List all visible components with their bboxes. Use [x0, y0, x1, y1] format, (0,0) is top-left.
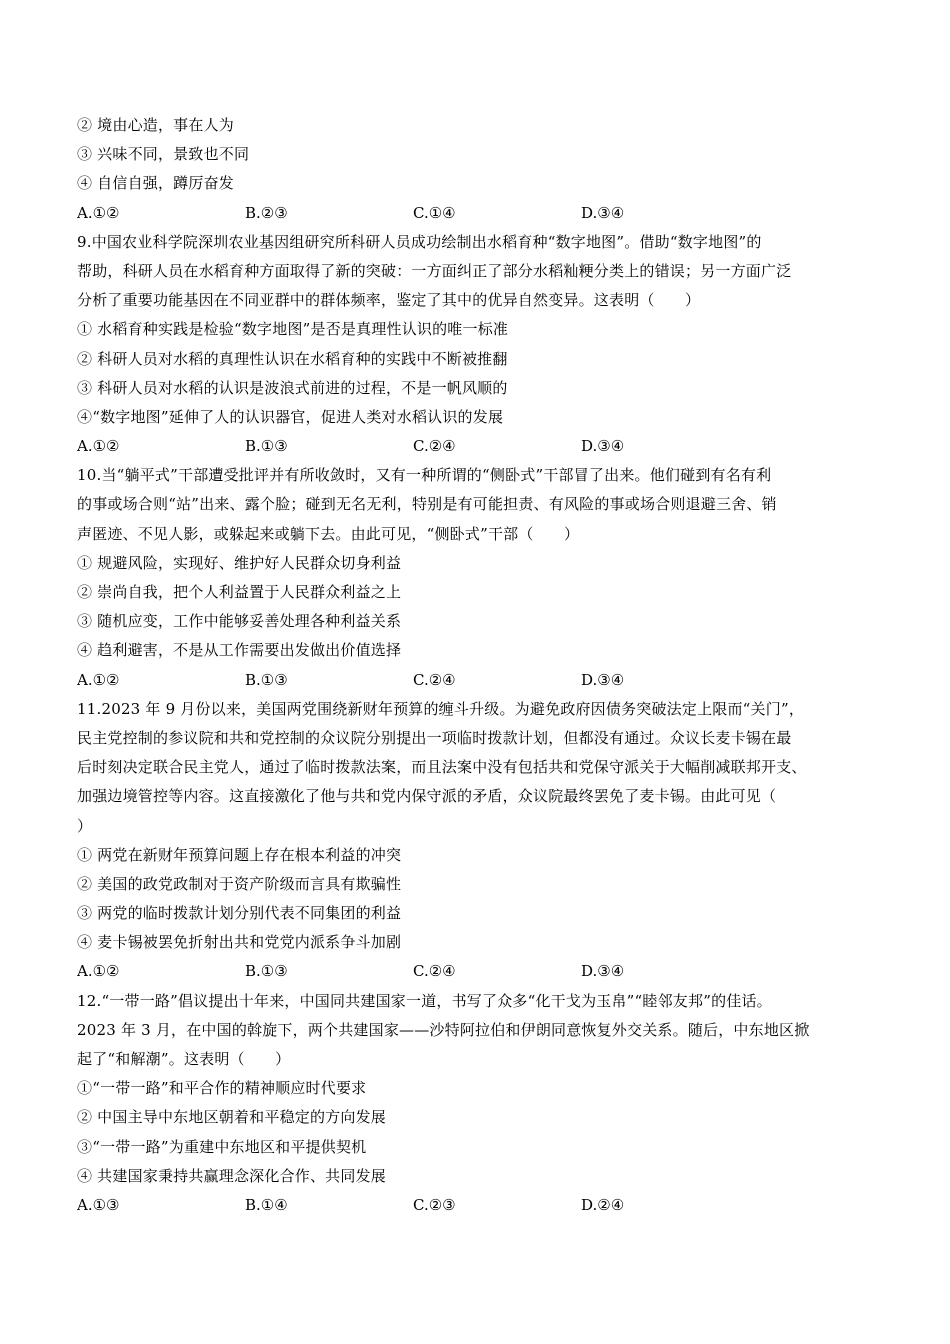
answer-choices — [77, 199, 877, 228]
answer-choice[interactable]: D.③④ — [581, 670, 625, 689]
question-line: 分析了重要功能基因在不同亚群中的群体频率，鉴定了其中的优异自然变异。这表明（ ） — [77, 291, 701, 310]
answer-choice[interactable]: A.①② — [77, 437, 120, 456]
question-line: 民主党控制的参议院和共和党控制的众议院分别提出一项临时拨款计划，但都没有通过。众议长麦卡锡在最 — [77, 728, 792, 747]
option-line: ①“一带一路”和平合作的精神顺应时代要求 — [77, 1079, 367, 1098]
answer-choice[interactable]: B.①③ — [245, 670, 288, 689]
question-line: 的事或场合则“站”出来、露个脸；碰到无名无利，特别是有可能担责、有风险的事或场合则退避三舍、销 — [77, 495, 777, 514]
option-line: ② 中国主导中东地区朝着和平稳定的方向发展 — [77, 1108, 386, 1127]
answer-choice[interactable]: A.①③ — [77, 1195, 120, 1214]
answer-choice[interactable]: C.②④ — [413, 437, 456, 456]
option-line: ③ 随机应变，工作中能够妥善处理各种利益关系 — [77, 612, 402, 631]
answer-choice[interactable]: C.②④ — [413, 670, 456, 689]
option-line: ④ 趋利避害，不是从工作需要出发做出价值选择 — [77, 641, 402, 660]
option-line: ① 两党在新财年预算问题上存在根本利益的冲突 — [77, 845, 402, 864]
answer-choices — [77, 1191, 877, 1220]
answer-choice[interactable]: A.①② — [77, 962, 120, 981]
question-line: 2023 年 3 月，在中国的斡旋下，两个共建国家——沙特阿拉伯和伊朗同意恢复外交关系。随后，中东地区掀 — [77, 1020, 810, 1039]
question-line: 加强边境管控等内容。这直接激化了他与共和党内保守派的矛盾，众议院最终罢免了麦卡锡。由此可见（ — [77, 787, 777, 806]
answer-choice[interactable]: D.③④ — [581, 437, 625, 456]
answer-choice[interactable]: C.①④ — [413, 203, 456, 222]
option-line: ③“一带一路”为重建中东地区和平提供契机 — [77, 1137, 367, 1156]
option-line: ② 美国的政党政制对于资产阶级而言具有欺骗性 — [77, 874, 402, 893]
question-line: 10.当“躺平式”干部遭受批评并有所收敛时，又有一种所谓的“侧卧式”干部冒了出来。他们碰到有名有利 — [77, 466, 772, 485]
option-line: ② 科研人员对水稻的真理性认识在水稻育种的实践中不断被推翻 — [77, 349, 508, 368]
question-line: 声匿迹、不见人影，或躲起来或躺下去。由此可见，“侧卧式”干部（ ） — [77, 524, 580, 543]
option-line: ③ 科研人员对水稻的认识是波浪式前进的过程，不是一帆风顺的 — [77, 378, 508, 397]
option-line: ④ 共建国家秉持共赢理念深化合作、共同发展 — [77, 1166, 386, 1185]
question-line: ） — [77, 816, 93, 835]
answer-choice[interactable]: B.②③ — [245, 203, 288, 222]
option-line: ② 境由心造，事在人为 — [77, 116, 234, 134]
answer-choice[interactable]: B.①③ — [245, 437, 288, 456]
option-line: ② 崇尚自我，把个人利益置于人民群众利益之上 — [77, 583, 402, 601]
answer-choice[interactable]: D.②④ — [581, 1195, 625, 1214]
answer-choices — [77, 432, 877, 461]
question-line: 帮助，科研人员在水稻育种方面取得了新的突破：一方面纠正了部分水稻籼粳分类上的错误；另一方面广泛 — [77, 261, 792, 280]
question-line: 12.“一带一路”倡议提出十年来，中国同共建国家一道，书写了众多“化干戈为玉帛”“睦邻友邦”的佳话。 — [77, 991, 772, 1010]
answer-choice[interactable]: B.①④ — [245, 1195, 288, 1214]
answer-choices — [77, 666, 877, 695]
question-line: 11.2023 年 9 月份以来，美国两党围绕新财年预算的缠斗升级。为避免政府因债务突破法定上限而“关门”， — [77, 699, 805, 718]
option-line: ① 水稻育种实践是检验“数字地图”是否是真理性认识的唯一标准 — [77, 320, 509, 339]
option-line: ③ 兴味不同，景致也不同 — [77, 145, 250, 164]
answer-choice[interactable]: C.②③ — [413, 1195, 456, 1214]
question-line: 起了“和解潮”。这表明（ ） — [77, 1050, 291, 1068]
option-line: ① 规避风险，实现好、维护好人民群众切身利益 — [77, 553, 402, 572]
answer-choice[interactable]: D.③④ — [581, 203, 625, 222]
question-text — [77, 111, 877, 1220]
answer-choice[interactable]: C.②④ — [413, 962, 456, 981]
answer-choice[interactable]: A.①② — [77, 203, 120, 222]
answer-choice[interactable]: B.①③ — [245, 962, 288, 981]
question-line: 9.中国农业科学院深圳农业基因组研究所科研人员成功绘制出水稻育种“数字地图”。借助“数字地图”的 — [77, 232, 762, 251]
option-line: ④ 自信自强，蹲厉奋发 — [77, 174, 234, 193]
answer-choice[interactable]: D.③④ — [581, 962, 625, 981]
question-line: 后时刻决定联合民主党人，通过了临时拨款法案，而且法案中没有包括共和党保守派关于大幅削减联邦开支、 — [77, 758, 807, 777]
option-line: ④ 麦卡锡被罢免折射出共和党党内派系争斗加剧 — [77, 933, 402, 952]
answer-choice[interactable]: A.①② — [77, 670, 120, 689]
option-line: ③ 两党的临时拨款计划分别代表不同集团的利益 — [77, 904, 402, 923]
option-line: ④“数字地图”延伸了人的认识器官，促进人类对水稻认识的发展 — [77, 407, 504, 426]
answer-choices — [77, 957, 877, 986]
